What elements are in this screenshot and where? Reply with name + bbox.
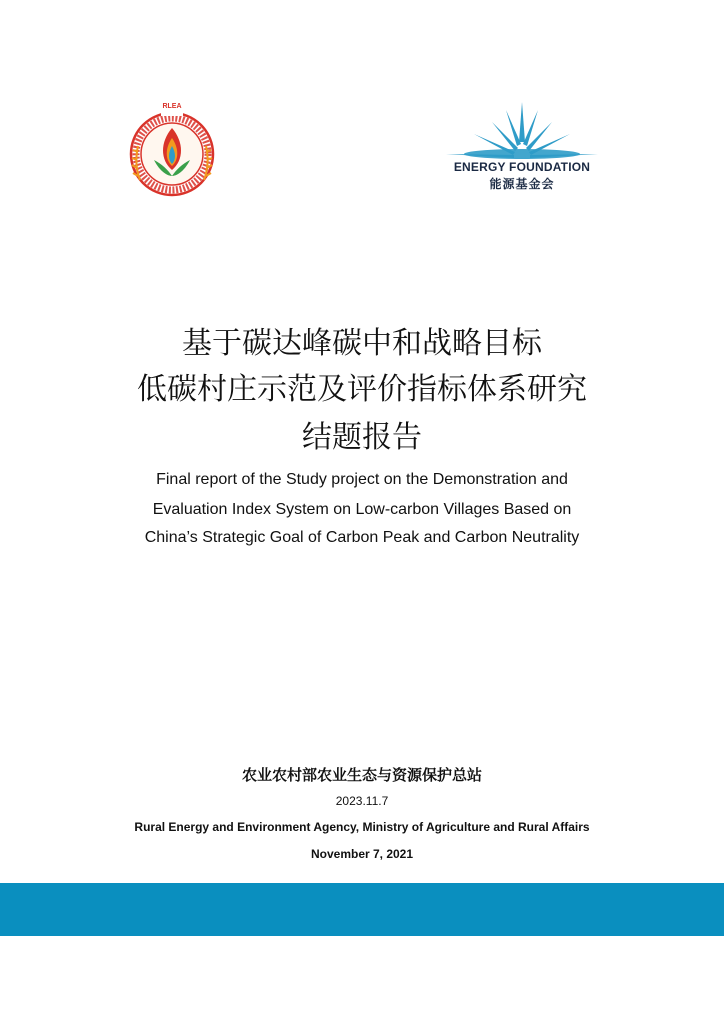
date-numeric: 2023.11.7 [335, 794, 389, 808]
rlea-label: RLEA [162, 103, 182, 110]
rural-energy-agency-logo [124, 108, 222, 198]
title-cn-line-3: 结题报告 [302, 420, 422, 455]
footer-color-band [0, 883, 724, 936]
energy-foundation-name: ENERGY FOUNDATION [453, 160, 591, 174]
title-en-line-3: China’s Strategic Goal of Carbon Peak and Carbon Neutrality [144, 529, 580, 546]
energy-foundation-name-cn: 能源基金会 [489, 177, 555, 191]
organization-en: Rural Energy and Environment Agency, Ministry of Agriculture and Rural Affairs [134, 820, 590, 834]
title-en-line-1: Final report of the Study project on the Demonstration and [156, 471, 568, 488]
date-en: November 7, 2021 [310, 847, 414, 861]
title-en-line-2: Evaluation Index System on Low-carbon Villages Based on [152, 501, 572, 518]
title-cn-line-1: 基于碳达峰碳中和战略目标 [182, 326, 542, 361]
organization-cn: 农业农村部农业生态与资源保护总站 [241, 766, 482, 784]
title-cn-line-2: 低碳村庄示范及评价指标体系研究 [137, 372, 587, 407]
